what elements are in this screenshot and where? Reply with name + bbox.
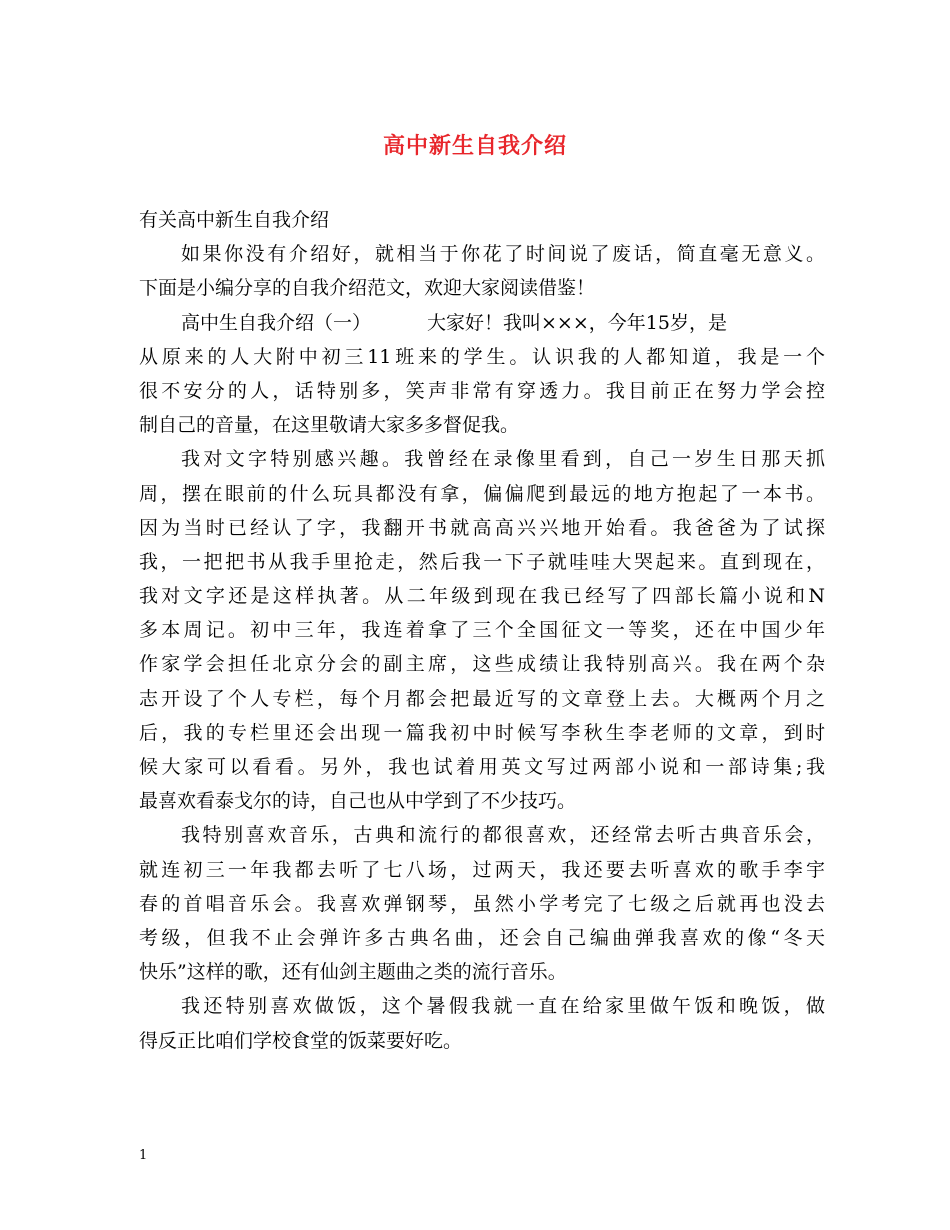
text-line: 如果你没有介绍好，就相当于你花了时间说了废话，简直毫无意义。 [181,243,825,266]
intro-paragraph [139,237,825,305]
text-line: 周，摆在眼前的什么玩具都没有拿，偏偏爬到最远的地方抱起了一本书。 [139,482,825,505]
section-heading: 高中生自我介绍（一） [181,311,372,334]
document-title: 高中新生自我介绍 [382,133,567,159]
page-number: 1 [139,1148,148,1163]
text-line: 春的首唱音乐会。我喜欢弹钢琴，虽然小学考完了七级之后就再也没去 [139,892,825,915]
text-line: 我还特别喜欢做饭，这个暑假我就一直在给家里做午饭和晚饭，做 [181,995,825,1018]
text-line: 我对文字特别感兴趣。我曾经在录像里看到，自己一岁生日那天抓 [181,448,825,471]
text-line: 最喜欢看泰戈尔的诗，自己也从中学到了不少技巧。 [139,790,577,813]
text-line: 很不安分的人，话特别多，笑声非常有穿透力。我目前正在努力学会控 [139,379,825,402]
text-line: 我特别喜欢音乐，古典和流行的都很喜欢，还经常去听古典音乐会， [181,824,825,847]
paragraph-4 [139,989,825,1057]
text-line: 志开设了个人专栏，每个月都会把最近写的文章登上去。大概两个月之 [139,687,825,710]
text-line: 候大家可以看看。另外，我也试着用英文写过两部小说和一部诗集;我 [139,756,825,778]
document-subtitle: 有关高中新生自我介绍 [139,209,330,231]
document-body [139,203,825,1058]
paragraph-2 [139,442,825,818]
text-line: 后，我的专栏里还会出现一篇我初中时候写李秋生李老师的文章，到时 [139,721,825,744]
text-line [139,306,825,340]
text-line: 我对文字还是这样执著。从二年级到现在我已经写了四部长篇小说和N [139,585,825,608]
paragraph-3 [139,818,825,989]
text-line: 下面是小编分享的自我介绍范文，欢迎大家阅读借鉴！ [139,277,596,300]
text-fragment: 大家好！我叫×××，今年15岁，是 [427,311,727,334]
text-line: 得反正比咱们学校食堂的饭菜要好吃。 [139,1029,463,1052]
text-line: 作家学会担任北京分会的副主席，这些成绩让我特别高兴。我在两个杂 [139,653,825,676]
text-line: 快乐”这样的歌，还有仙剑主题曲之类的流行音乐。 [139,961,567,984]
text-line: 就连初三一年我都去听了七八场，过两天，我还要去听喜欢的歌手李宇 [139,858,825,881]
text-line: 我，一把把书从我手里抢走，然后我一下子就哇哇大哭起来。直到现在， [139,550,825,573]
paragraph-1 [139,306,825,443]
text-line: 从原来的人大附中初三11班来的学生。认识我的人都知道，我是一个 [139,345,825,368]
text-line: 多本周记。初中三年，我连着拿了三个全国征文一等奖，还在中国少年 [139,619,825,642]
text-line: 考级，但我不止会弹许多古典名曲，还会自己编曲弹我喜欢的像“冬天 [139,926,825,949]
text-line: 因为当时已经认了字，我翻开书就高高兴兴地开始看。我爸爸为了试探 [139,516,825,539]
text-line: 制自己的音量，在这里敬请大家多多督促我。 [139,414,520,437]
